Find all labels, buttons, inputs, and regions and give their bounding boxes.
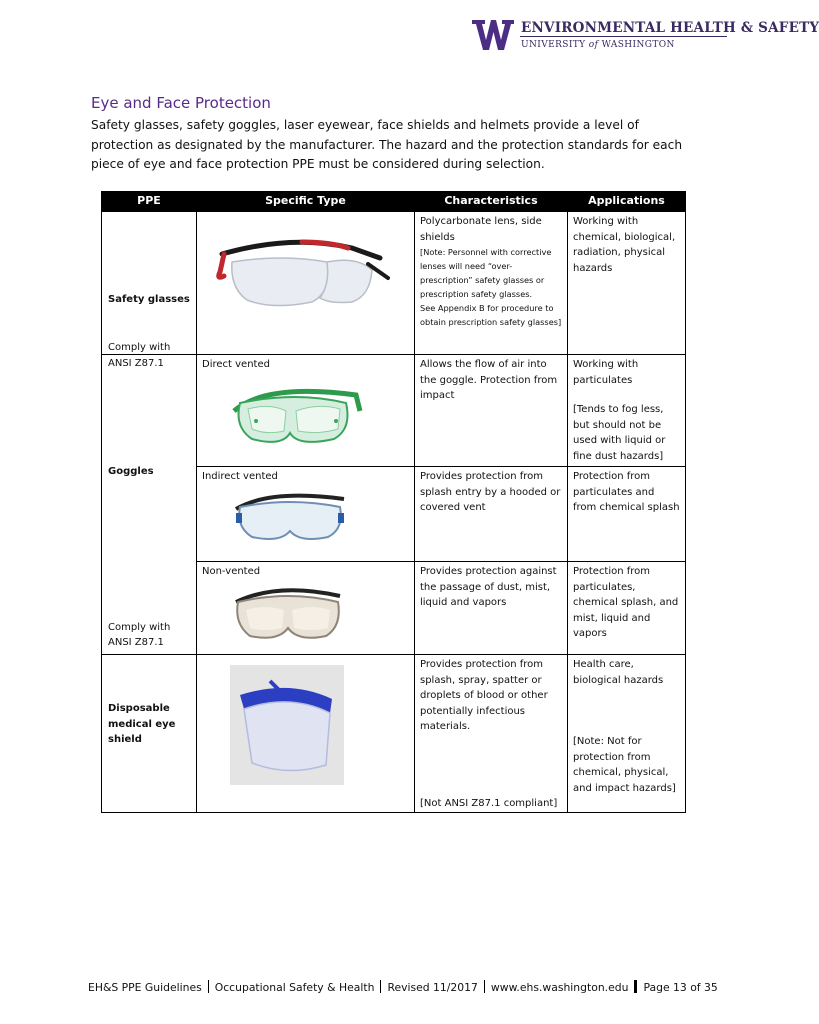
type-cell-eye-shield <box>197 655 415 813</box>
col-header-ppe: PPE <box>102 192 197 212</box>
header-rule <box>520 36 727 37</box>
type-label: Indirect vented <box>202 471 278 482</box>
applications-text: Working with chemical, biological, radiation, physical hazards <box>573 216 676 274</box>
university-name: UNIVERSITY of WASHINGTON <box>521 40 675 50</box>
col-header-characteristics: Characteristics <box>415 192 568 212</box>
type-label: Non-vented <box>202 566 261 577</box>
ppe-name: Safety glasses <box>108 294 190 305</box>
characteristics-text: Polycarbonate lens, side shields <box>420 216 542 243</box>
applications-text: Health care, biological hazards <box>573 659 664 686</box>
type-label: Direct vented <box>202 359 270 370</box>
intro-paragraph: Safety glasses, safety goggles, laser eyewear, face shields and helmets provide a level of protection as designated by the manufacturer. The hazard and the protection standards for each piece of eye and face protection PPE must be considered during selection. <box>91 118 683 171</box>
characteristics-cell-direct-vented <box>415 355 568 467</box>
applications-text: Protection from particulates, chemical splash, and mist, liquid and vapors <box>573 566 679 639</box>
section-title: Eye and Face Protection <box>91 94 271 112</box>
characteristics-text: Provides protection from splash, spray, spatter or droplets of blood or other potentially infectious materials. <box>420 659 548 732</box>
ppe-cell-goggles-name <box>102 467 197 562</box>
non-vented-goggles-image <box>228 580 348 644</box>
compliance-note: [Not ANSI Z87.1 compliant] <box>420 797 558 809</box>
ppe-cell-goggles <box>102 355 197 467</box>
indirect-vented-goggles-image <box>230 485 350 545</box>
col-header-type: Specific Type <box>197 192 415 212</box>
compliance-note: Comply with ANSI Z87.1 <box>108 342 171 369</box>
applications-text: Working with particulates <box>573 359 639 386</box>
characteristics-cell-safety-glasses <box>415 212 568 355</box>
footer-separator <box>484 980 485 993</box>
org-title: ENVIRONMENTAL HEALTH & SAFETY <box>521 20 819 36</box>
type-cell-safety-glasses <box>197 212 415 355</box>
safety-glasses-image <box>202 214 402 324</box>
applications-note: [Note: Not for protection from chemical, physical, and impact hazards] <box>573 736 676 794</box>
ppe-cell-eye-shield <box>102 655 197 813</box>
table-row <box>102 212 686 355</box>
footer-separator <box>380 980 381 993</box>
table-row <box>102 467 686 562</box>
ppe-name: Disposable medical eye shield <box>108 703 176 745</box>
footer-separator <box>634 980 637 993</box>
table-row <box>102 655 686 813</box>
type-cell-non-vented <box>197 562 415 655</box>
footer-separator <box>208 980 209 993</box>
footer-url: www.ehs.washington.edu <box>490 981 629 994</box>
ppe-table <box>101 191 686 813</box>
characteristics-cell-indirect-vented <box>415 467 568 562</box>
characteristics-note: [Note: Personnel with corrective lenses will need “over-prescription” safety glasses or prescription safety glasses. <box>420 247 552 299</box>
ppe-name: Goggles <box>108 465 154 477</box>
footer-revised: Revised 11/2017 <box>387 981 478 994</box>
characteristics-text: Allows the flow of air into the goggle. Protection from impact <box>420 359 558 401</box>
compliance-note: Comply with ANSI Z87.1 <box>108 621 171 648</box>
characteristics-text: Provides protection against the passage of dust, mist, liquid and vapors <box>420 566 557 608</box>
applications-text: Protection from particulates and from chemical splash <box>573 471 680 513</box>
direct-vented-goggles-image <box>226 373 366 453</box>
characteristics-text: Provides protection from splash entry by a hooded or covered vent <box>420 471 561 513</box>
applications-cell-direct-vented <box>568 355 686 467</box>
table-header-row <box>102 192 686 212</box>
ppe-cell-goggles-compliance <box>102 562 197 655</box>
characteristics-cell-non-vented <box>415 562 568 655</box>
applications-note: [Tends to fog less, but should not be used with liquid or fine dust hazards] <box>573 404 666 462</box>
uw-w-logo-icon <box>472 18 514 52</box>
footer-department: Occupational Safety & Health <box>214 981 375 994</box>
applications-cell-indirect-vented <box>568 467 686 562</box>
applications-cell-eye-shield <box>568 655 686 813</box>
col-header-applications: Applications <box>568 192 686 212</box>
type-cell-direct-vented <box>197 355 415 467</box>
characteristics-cell-eye-shield <box>415 655 568 813</box>
applications-cell-safety-glasses <box>568 212 686 355</box>
footer-page-number: Page 13 of 35 <box>643 981 718 994</box>
applications-cell-non-vented <box>568 562 686 655</box>
page-footer <box>88 980 718 994</box>
table-row <box>102 562 686 655</box>
appendix-note: See Appendix B for procedure to obtain prescription safety glasses] <box>420 303 562 327</box>
eye-shield-image <box>230 665 344 785</box>
table-row <box>102 355 686 467</box>
footer-guidelines: EH&S PPE Guidelines <box>88 981 202 994</box>
type-cell-indirect-vented <box>197 467 415 562</box>
ppe-cell-safety-glasses <box>102 212 197 369</box>
